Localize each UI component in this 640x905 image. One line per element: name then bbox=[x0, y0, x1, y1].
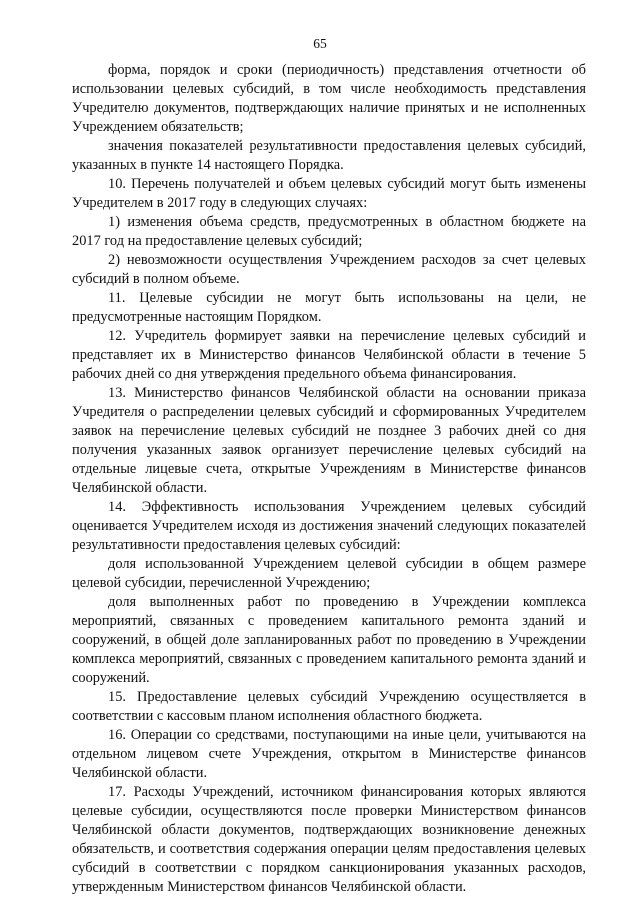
paragraph-14-indicator-1: доля использованной Учреждением целевой субсидии в общем размере целевой субсидии, перечисленной Учреждению; bbox=[72, 556, 586, 591]
page-number: 65 bbox=[313, 36, 327, 51]
document-body bbox=[72, 61, 586, 897]
paragraph-10-item-2: 2) невозможности осуществления Учреждением расходов за счет целевых субсидий в полном объеме. bbox=[72, 252, 586, 287]
paragraph-15: 15. Предоставление целевых субсидий Учреждению осуществляется в соответствии с кассовым планом исполнения областного бюджета. bbox=[72, 689, 586, 724]
paragraph-17: 17. Расходы Учреждений, источником финансирования которых являются целевые субсидии, осуществляются после проверки Министерством финансов Челябинской области документов, подтверждающих возникновение денежных обязательств, и соответствия содержания операции целям предоставления целевых субсидий в соответствии с порядком санкционирования указанных расходов, утвержденным Министерством финансов Челябинской области. bbox=[72, 784, 586, 895]
paragraph-performance-indicators: значения показателей результативности предоставления целевых субсидий, указанных в пункте 14 настоящего Порядка. bbox=[72, 138, 586, 173]
paragraph-10-item-1: 1) изменения объема средств, предусмотренных в областном бюджете на 2017 год на предоставление целевых субсидий; bbox=[72, 214, 586, 249]
paragraph-10: 10. Перечень получателей и объем целевых субсидий могут быть изменены Учредителем в 2017 году в следующих случаях: bbox=[72, 176, 586, 211]
paragraph-16: 16. Операции со средствами, поступающими на иные цели, учитываются на отдельном лицевом счете Учреждения, открытом в Министерстве финансов Челябинской области. bbox=[72, 727, 586, 781]
paragraph-reporting-form: форма, порядок и сроки (периодичность) представления отчетности об использовании целевых субсидий, в том числе необходимость представления Учредителю документов, подтверждающих наличие принятых и не исполненных Учреждением обязательств; bbox=[72, 62, 586, 135]
paragraph-14: 14. Эффективность использования Учреждением целевых субсидий оценивается Учредителем исходя из достижения значений следующих показателей результативности предоставления целевых субсидий: bbox=[72, 499, 586, 553]
paragraph-11: 11. Целевые субсидии не могут быть использованы на цели, не предусмотренные настоящим Порядком. bbox=[72, 290, 586, 325]
paragraph-12: 12. Учредитель формирует заявки на перечисление целевых субсидий и представляет их в Министерство финансов Челябинской области в течение 5 рабочих дней со дня утверждения предельного объема финансирования. bbox=[72, 328, 586, 382]
paragraph-14-indicator-2: доля выполненных работ по проведению в Учреждении комплекса мероприятий, связанных с проведением капитального ремонта зданий и сооружений, в общей доле запланированных работ по проведению в Учреждении комплекса мероприятий, связанных с проведением капитального ремонта зданий и сооружений. bbox=[72, 594, 586, 686]
paragraph-13: 13. Министерство финансов Челябинской области на основании приказа Учредителя о распределении целевых субсидий и сформированных Учредителем заявок на перечисление целевых субсидий не позднее 3 рабочих дней со дня получения указанных заявок организует перечисление целевых субсидий на отдельные лицевые счета, открытые Учреждениям в Министерстве финансов Челябинской области. bbox=[72, 385, 586, 496]
